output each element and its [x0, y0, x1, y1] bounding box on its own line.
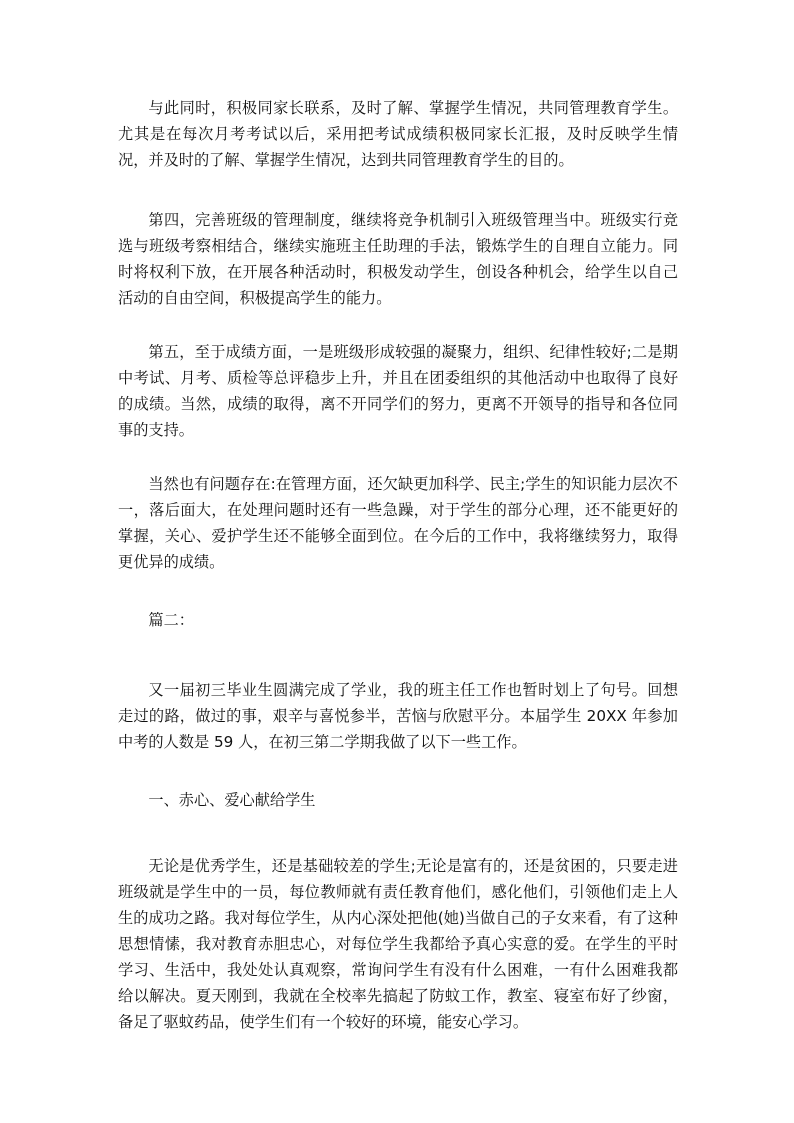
- section-heading-part-two: 篇二：: [148, 611, 194, 629]
- section-heading-dedication: 一、赤心、爱心献给学生: [148, 791, 316, 809]
- paragraph-fifth-grades: 第五，至于成绩方面，一是班级形成较强的凝聚力，组织、纪律性较好;二是期中考试、月考、质检等总评稳步上升，并且在团委组织的其他活动中也取得了良好的成绩。当然，成绩的取得，离不开同学们的努力，更离不开领导的指导和各位同事的支持。: [118, 343, 678, 439]
- paragraph-problems: 当然也有问题存在:在管理方面，还欠缺更加科学、民主;学生的知识能力层次不一，落后面大，在处理问题时还有一些急躁，对于学生的部分心理，还不能更好的掌握，关心、爱护学生还不能够全面到位。在今后的工作中，我将继续努力，取得更优异的成绩。: [118, 475, 678, 571]
- paragraph-fourth-management-system: 第四，完善班级的管理制度，继续将竞争机制引入班级管理当中。班级实行竞选与班级考察相结合，继续实施班主任助理的手法，锻炼学生的自理自立能力。同时将权利下放，在开展各种活动时，积极发动学生，创设各种机会，给学生以自己活动的自由空间，积极提高学生的能力。: [118, 211, 678, 307]
- paragraph-graduation-intro: 又一届初三毕业生圆满完成了学业，我的班主任工作也暂时划上了句号。回想走过的路，做过的事，艰辛与喜悦参半，苦恼与欣慰平分。本届学生 20XX 年参加中考的人数是 59 人，在初三第二学期我做了以下一些工作。: [118, 681, 678, 751]
- paragraph-care-for-students: 无论是优秀学生，还是基础较差的学生;无论是富有的，还是贫困的，只要走进班级就是学生中的一员，每位教师就有责任教育他们，感化他们，引领他们走上人生的成功之路。我对每位学生，从内心深处把他(她)当做自己的子女来看，有了这种思想情愫，我对教育赤胆忠心，对每位学生我都给予真心实意的爱。在学生的平时学习、生活中，我处处认真观察，常询问学生有没有什么困难，一有什么困难我都给以解决。夏天刚到，我就在全校率先搞起了防蚊工作，教室、寝室布好了纱窗，备足了驱蚊药品，使学生们有一个较好的环境，能安心学习。: [118, 857, 678, 1031]
- paragraph-parent-contact: 与此同时，积极同家长联系，及时了解、掌握学生情况，共同管理教育学生。尤其是在每次月考考试以后，采用把考试成绩积极同家长汇报，及时反映学生情况，并及时的了解、掌握学生情况，达到共同管理教育学生的目的。: [118, 99, 678, 169]
